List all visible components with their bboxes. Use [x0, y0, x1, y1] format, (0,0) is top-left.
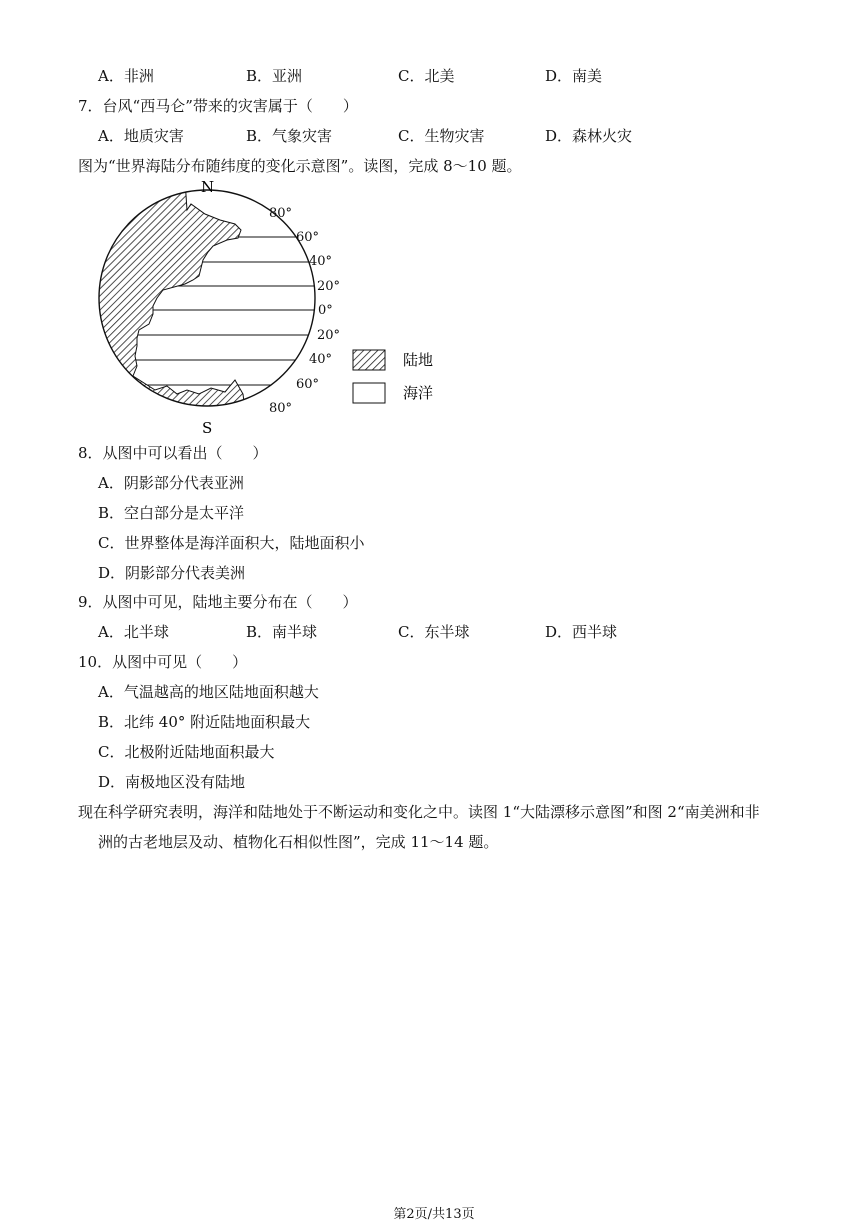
lat-label-s80: 80° [269, 401, 293, 416]
q9-option-a: A．北半球 [98, 623, 169, 641]
q8-option-d: D．阴影部分代表美洲 [98, 564, 246, 582]
intro-11-14-line1: 现在科学研究表明，海洋和陆地处于不断运动和变化之中。读图 1“大陆漂移示意图”和图 2“南美洲和非 [78, 803, 760, 821]
q7-option-d: D．森林火灾 [545, 127, 633, 145]
q7-stem: 7．台风“西马仑”带来的灾害属于（ ） [78, 97, 358, 115]
lat-label-s20: 20° [317, 328, 341, 343]
q9-option-d: D．西半球 [545, 623, 618, 641]
legend-ocean-swatch [353, 383, 385, 403]
page-footer: 第2页/共13页 [393, 1207, 475, 1222]
q6-option-c: C．北美 [398, 67, 455, 85]
q9-option-b: B．南半球 [246, 623, 318, 641]
q6-option-a: A．非洲 [98, 67, 154, 85]
lat-label-s60: 60° [296, 377, 320, 392]
lat-label-n80: 80° [269, 206, 293, 221]
q8-option-b: B．空白部分是太平洋 [98, 504, 245, 522]
q8-stem: 8．从图中可以看出（ ） [78, 444, 268, 462]
lat-label-n40: 40° [309, 254, 333, 269]
q10-option-b: B．北纬 40° 附近陆地面积最大 [98, 713, 311, 731]
intro-11-14-line2: 洲的古老地层及动、植物化石相似性图”，完成 11～14 题。 [98, 833, 499, 851]
q7-option-a: A．地质灾害 [98, 127, 184, 145]
legend-ocean-label: 海洋 [403, 384, 434, 402]
lat-label-s40: 40° [309, 352, 333, 367]
north-label: N [201, 180, 215, 196]
q8-option-a: A．阴影部分代表亚洲 [98, 474, 244, 492]
q10-option-c: C．北极附近陆地面积最大 [98, 743, 275, 761]
intro-8-10: 图为“世界海陆分布随纬度的变化示意图”。读图，完成 8～10 题。 [78, 157, 522, 175]
legend-land-label: 陆地 [403, 351, 434, 369]
q7-option-c: C．生物灾害 [398, 127, 485, 145]
land-area [95, 180, 245, 420]
land-sea-latitude-diagram [95, 180, 455, 435]
south-label: S [202, 419, 213, 435]
q8-option-c: C．世界整体是海洋面积大，陆地面积小 [98, 534, 365, 552]
lat-label-n20: 20° [317, 279, 341, 294]
q10-option-a: A．气温越高的地区陆地面积越大 [98, 683, 319, 701]
legend-land-swatch [353, 350, 385, 370]
q10-option-d: D．南极地区没有陆地 [98, 773, 246, 791]
q9-stem: 9．从图中可见，陆地主要分布在（ ） [78, 593, 358, 611]
q6-option-b: B．亚洲 [246, 67, 303, 85]
q9-option-c: C．东半球 [398, 623, 470, 641]
q6-option-d: D．南美 [545, 67, 603, 85]
q10-stem: 10．从图中可见（ ） [78, 653, 248, 671]
q7-option-b: B．气象灾害 [246, 127, 333, 145]
diagram-svg [95, 180, 455, 435]
lat-label-n60: 60° [296, 230, 320, 245]
legend [353, 350, 433, 403]
lat-label-0: 0° [318, 303, 333, 318]
